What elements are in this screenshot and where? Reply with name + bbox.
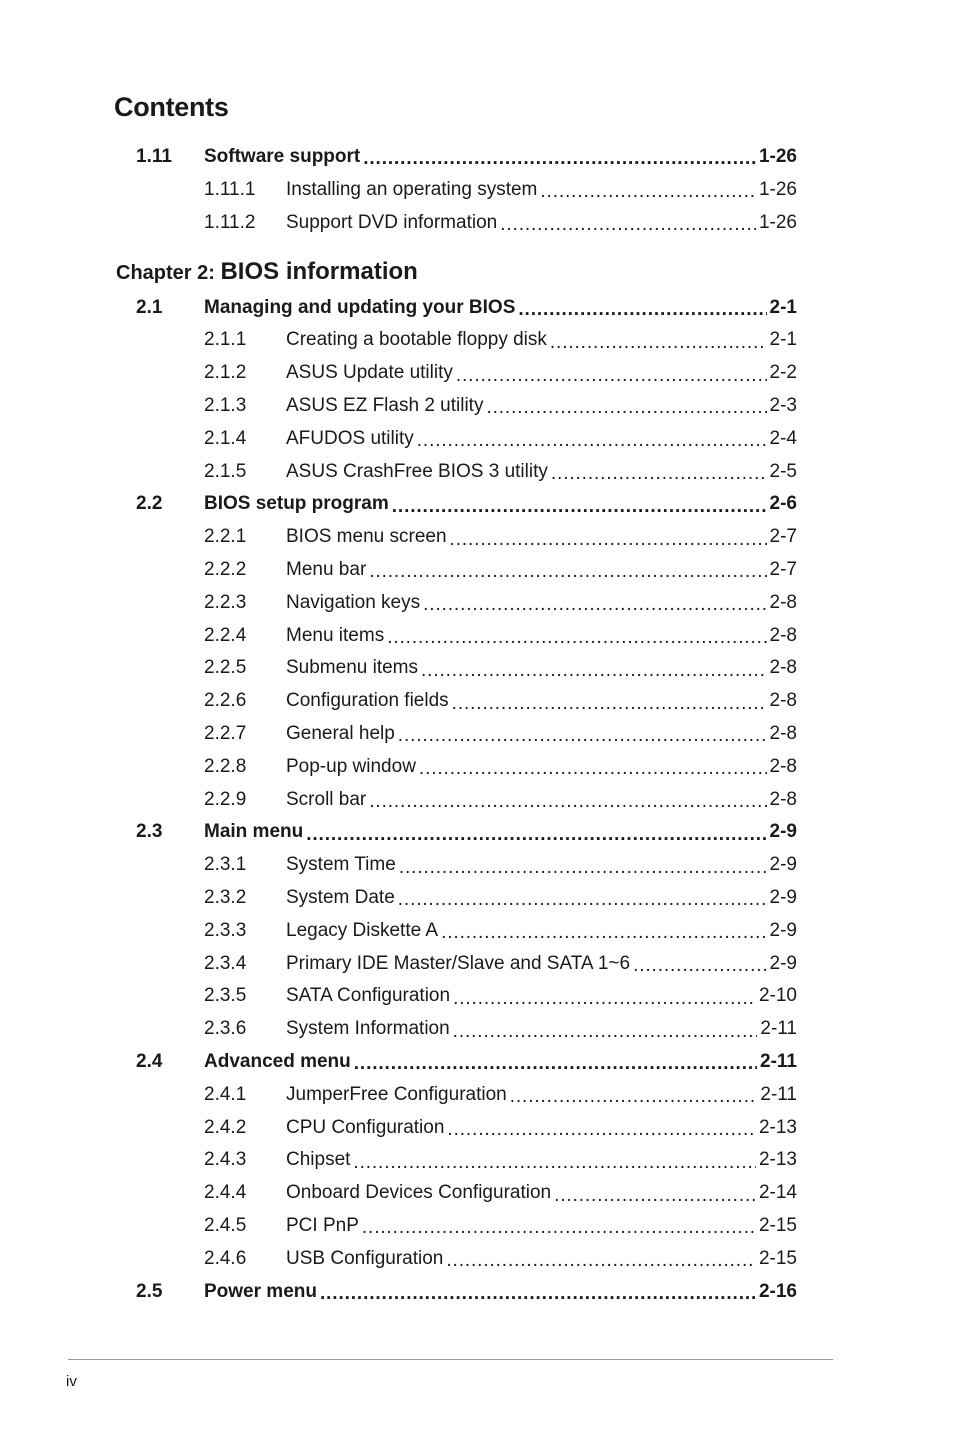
toc-entry-number: 2.1 [136,296,163,318]
toc-entry-page: 1-26 [758,178,797,200]
toc-entry-title: Installing an operating system [286,178,538,200]
toc-dot-leader [387,630,766,652]
toc-dot-leader [518,302,766,324]
chapter-heading [116,258,418,286]
toc-subsection-entry[interactable] [136,324,797,357]
toc-entry-title: System Date [286,886,395,908]
toc-section-entry[interactable] [136,816,797,849]
toc-entry-page: 2-13 [758,1116,797,1138]
toc-subsection-entry[interactable] [136,947,797,980]
toc-entry-page: 2-11 [760,1050,797,1072]
footer-divider [68,1359,833,1360]
toc-dot-leader [363,151,756,173]
toc-entry-title: Navigation keys [286,591,421,613]
toc-dot-leader [398,892,767,914]
toc-subsection-entry[interactable] [136,717,797,750]
toc-section-entry[interactable] [136,1045,797,1078]
toc-entry-title: Legacy Diskette A [286,919,439,941]
toc-dot-leader [423,597,766,619]
toc-entry-page: 2-13 [758,1149,797,1171]
toc-entry-title: BIOS setup program [204,493,389,515]
toc-dot-leader [453,991,756,1013]
toc-entry-title: Managing and updating your BIOS [204,296,516,318]
toc-subsection-entry[interactable] [136,206,797,239]
toc-entry-title: Onboard Devices Configuration [286,1182,552,1204]
toc-entry-page: 1-26 [758,145,797,167]
toc-entry-number: 1.11.2 [204,211,256,233]
toc-entry-page: 2-8 [769,591,797,613]
toc-entry-number: 2.2.7 [204,722,247,744]
toc-entry-page: 2-7 [769,526,797,548]
toc-entry-page: 2-8 [769,657,797,679]
toc-entry-title: Chipset [286,1149,351,1171]
toc-entry-page: 2-11 [760,1083,797,1105]
toc-entry-page: 2-14 [758,1182,797,1204]
toc-entry-title: Configuration fields [286,690,449,712]
toc-subsection-entry[interactable] [136,881,797,914]
toc-subsection-entry[interactable] [136,980,797,1013]
toc-entry-title: System Information [286,1018,450,1040]
toc-dot-leader [633,958,766,980]
toc-dot-leader [419,761,767,783]
toc-entry-number: 1.11.1 [204,178,256,200]
toc-subsection-entry[interactable] [136,455,797,488]
toc-entry-number: 2.3.4 [204,952,247,974]
toc-entry-number: 2.2 [136,493,163,515]
toc-subsection-entry[interactable] [136,849,797,882]
toc-entry-title: ASUS CrashFree BIOS 3 utility [286,460,548,482]
toc-entry-title: CPU Configuration [286,1116,445,1138]
page-title: Contents [114,92,229,122]
toc-subsection-entry[interactable] [136,1144,797,1177]
toc-entry-number: 2.1.3 [204,394,247,416]
toc-entry-page: 2-1 [769,329,797,351]
toc-entry-title: Pop-up window [286,755,416,777]
toc-entry-number: 2.1.4 [204,427,247,449]
toc-dot-leader [353,1155,756,1177]
toc-entry-page: 2-16 [758,1280,797,1302]
toc-entry-title: PCI PnP [286,1214,359,1236]
chapter-title: BIOS information [220,258,418,285]
toc-dot-leader [446,1253,756,1275]
toc-entry-number: 2.3.5 [204,985,247,1007]
toc-entry-page: 2-9 [769,919,797,941]
toc-subsection-entry[interactable] [136,652,797,685]
toc-entry-number: 2.2.2 [204,558,247,580]
toc-entry-number: 2.3.1 [204,854,247,876]
toc-entry-number: 2.5 [136,1280,163,1302]
toc-subsection-entry[interactable] [136,1013,797,1046]
toc-dot-leader [417,433,767,455]
toc-subsection-entry[interactable] [136,521,797,554]
toc-entry-page: 2-4 [769,427,797,449]
toc-entry-page: 2-9 [769,854,797,876]
page-number: iv [66,1373,77,1390]
toc-entry-number: 2.3.3 [204,919,247,941]
toc-subsection-entry[interactable] [136,1242,797,1275]
toc-entry-number: 2.2.3 [204,591,247,613]
toc-subsection-entry[interactable] [136,685,797,718]
toc-entry-number: 2.2.9 [204,788,247,810]
toc-section-entry[interactable] [136,488,797,521]
toc-entry-number: 2.1.2 [204,362,247,384]
toc-dot-leader [452,696,767,718]
toc-dot-leader [354,1056,757,1078]
toc-dot-leader [306,827,766,849]
toc-entry-title: Menu bar [286,558,367,580]
toc-entry-title: Advanced menu [204,1050,351,1072]
toc-entry-page: 2-9 [769,821,797,843]
toc-entry-number: 2.3 [136,821,163,843]
toc-entry-number: 2.3.2 [204,886,247,908]
toc-entry-number: 2.2.8 [204,755,247,777]
toc-entry-title: Primary IDE Master/Slave and SATA 1~6 [286,952,631,974]
toc-subsection-entry[interactable] [136,619,797,652]
toc-entry-page: 2-9 [769,886,797,908]
toc-subsection-entry[interactable] [136,783,797,816]
toc-entry-page: 2-1 [769,296,797,318]
chapter-prefix: Chapter 2: [116,262,221,284]
toc-entry-title: System Time [286,854,396,876]
toc-entry-number: 2.4.5 [204,1214,247,1236]
toc-entry-page: 2-15 [758,1214,797,1236]
toc-dot-leader [500,217,756,239]
toc-entry-page: 2-11 [760,1018,797,1040]
toc-entry-page: 2-10 [758,985,797,1007]
toc-entry-number: 2.4 [136,1050,163,1072]
toc-dot-leader [554,1188,756,1210]
toc-entry-title: Main menu [204,821,304,843]
toc-dot-leader [369,564,766,586]
toc-entry-title: JumperFree Configuration [286,1083,507,1105]
toc-dot-leader [510,1089,758,1111]
toc-dot-leader [320,1286,756,1308]
toc-entry-number: 2.1.5 [204,460,247,482]
toc-entry-number: 2.4.1 [204,1083,247,1105]
toc-subsection-entry[interactable] [136,422,797,455]
toc-entry-number: 2.4.4 [204,1182,247,1204]
toc-entry-page: 2-7 [769,558,797,580]
toc-subsection-entry[interactable] [136,1209,797,1242]
toc-dot-leader [441,925,766,947]
toc-entry-title: SATA Configuration [286,985,451,1007]
toc-subsection-entry[interactable] [136,914,797,947]
toc-entry-title: ASUS EZ Flash 2 utility [286,394,484,416]
toc-entry-page: 2-5 [769,460,797,482]
toc-entry-page: 2-6 [769,493,797,515]
toc-entry-title: Menu items [286,624,385,646]
toc-dot-leader [447,1122,756,1144]
toc-dot-leader [453,1024,758,1046]
toc-entry-number: 2.2.4 [204,624,247,646]
toc-subsection-entry[interactable] [136,1177,797,1210]
toc-dot-leader [399,860,767,882]
toc-entry-page: 1-26 [758,211,797,233]
toc-dot-leader [551,466,767,488]
toc-section-entry[interactable] [136,1275,797,1308]
toc-entry-page: 2-9 [769,952,797,974]
toc-dot-leader [369,794,766,816]
toc-entry-page: 2-3 [769,394,797,416]
toc-entry-title: Creating a bootable floppy disk [286,329,547,351]
toc-entry-number: 2.2.1 [204,526,247,548]
toc-dot-leader [486,400,766,422]
toc-subsection-entry[interactable] [136,586,797,619]
toc-subsection-entry[interactable] [136,553,797,586]
toc-entry-page: 2-8 [769,788,797,810]
toc-entry-page: 2-8 [769,722,797,744]
toc-entry-title: General help [286,722,395,744]
toc-dot-leader [392,499,767,521]
toc-entry-number: 2.2.5 [204,657,247,679]
toc-entry-number: 2.3.6 [204,1018,247,1040]
toc-entry-title: Submenu items [286,657,419,679]
toc-entry-title: ASUS Update utility [286,362,453,384]
toc-entry-title: Support DVD information [286,211,498,233]
toc-entry-title: Scroll bar [286,788,367,810]
toc-subsection-entry[interactable] [136,357,797,390]
toc-entry-title: Software support [204,145,361,167]
toc-entry-title: Power menu [204,1280,317,1302]
toc-entry-page: 2-2 [769,362,797,384]
toc-subsection-entry[interactable] [136,173,797,206]
toc-subsection-entry[interactable] [136,1078,797,1111]
toc-entry-number: 2.4.2 [204,1116,247,1138]
toc-dot-leader [540,184,756,206]
toc-entry-number: 2.4.3 [204,1149,247,1171]
toc-entry-number: 2.4.6 [204,1247,247,1269]
toc-entry-page: 2-8 [769,755,797,777]
toc-entry-page: 2-15 [758,1247,797,1269]
toc-entry-page: 2-8 [769,690,797,712]
toc-dot-leader [550,335,767,357]
toc-entry-number: 2.1.1 [204,329,247,351]
toc-dot-leader [362,1220,756,1242]
toc-entry-title: BIOS menu screen [286,526,447,548]
toc-entry-number: 1.11 [136,145,172,167]
toc-section-entry[interactable] [136,140,797,173]
toc-entry-number: 2.2.6 [204,690,247,712]
toc-subsection-entry[interactable] [136,750,797,783]
toc-dot-leader [456,368,767,390]
toc-section-entry[interactable] [136,291,797,324]
toc-entry-title: AFUDOS utility [286,427,414,449]
toc-dot-leader [398,728,767,750]
toc-dot-leader [421,663,767,685]
toc-subsection-entry[interactable] [136,389,797,422]
toc-entry-title: USB Configuration [286,1247,444,1269]
toc-entry-page: 2-8 [769,624,797,646]
toc-dot-leader [450,532,767,554]
toc-subsection-entry[interactable] [136,1111,797,1144]
